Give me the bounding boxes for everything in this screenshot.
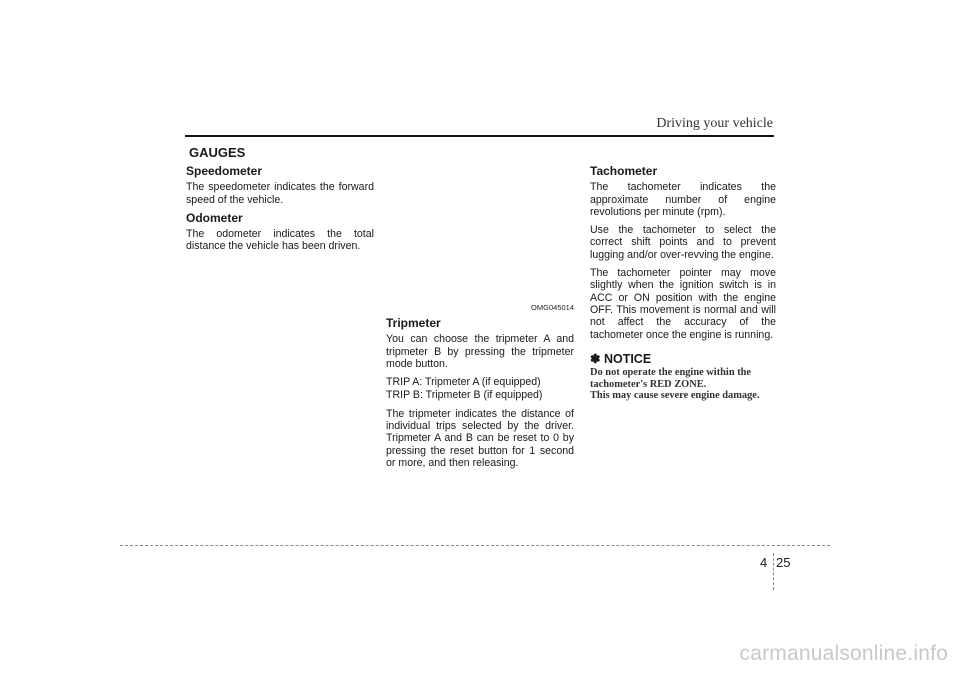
image-label: OMG045014 [526, 302, 574, 313]
speedometer-body: The speedometer indicates the forward speed of the vehicle. [186, 181, 374, 206]
chapter-number: 4 [760, 555, 768, 570]
page-number: 25 [776, 555, 791, 570]
tachometer-p2: Use the tachometer to select the correct shift points and to prevent lugging and/or over-revving the engine. [590, 224, 776, 261]
tachometer-heading: Tachometer [590, 164, 658, 178]
header-rule [185, 135, 774, 137]
speedometer-heading: Speedometer [186, 164, 263, 178]
tripmeter-intro: You can choose the tripmeter A and tripmeter B by pressing the tripmeter mode button. [386, 333, 574, 370]
notice-title: ✽ NOTICE [590, 351, 652, 366]
tripmeter-heading: Tripmeter [386, 316, 441, 330]
page-divider [773, 553, 774, 590]
column-left [186, 165, 374, 259]
odometer-body: The odometer indicates the total distance the vehicle has been driven. [186, 228, 374, 253]
column-right [590, 165, 776, 402]
column-middle [386, 317, 574, 475]
watermark: carmanualsonline.info [739, 642, 948, 665]
footer-rule [120, 545, 830, 546]
tachometer-p3: The tachometer pointer may move slightly when the ignition switch is in ACC or ON position with the engine OFF. This movement is normal and will not affect the accuracy of the tachometer once the engine is running. [590, 267, 776, 341]
tripmeter-trip-a: TRIP A: Tripmeter A (if equipped) [386, 376, 541, 389]
header-title: Driving your vehicle [656, 116, 773, 131]
tripmeter-trip-b: TRIP B: Tripmeter B (if equipped) [386, 389, 543, 402]
notice-line1: Do not operate the engine within the tachometer's RED ZONE. [590, 367, 752, 390]
tripmeter-body: The tripmeter indicates the distance of individual trips selected by the driver. Tripmeter A and B can be reset to 0 by pressing the reset button for 1 second or more, and then releasing. [386, 407, 574, 469]
tachometer-p1: The tachometer indicates the approximate number of engine revolutions per minute (rpm). [590, 181, 776, 218]
notice-line2: This may cause severe engine damage. [590, 390, 760, 402]
section-title: GAUGES [189, 145, 246, 160]
odometer-heading: Odometer [186, 210, 243, 225]
